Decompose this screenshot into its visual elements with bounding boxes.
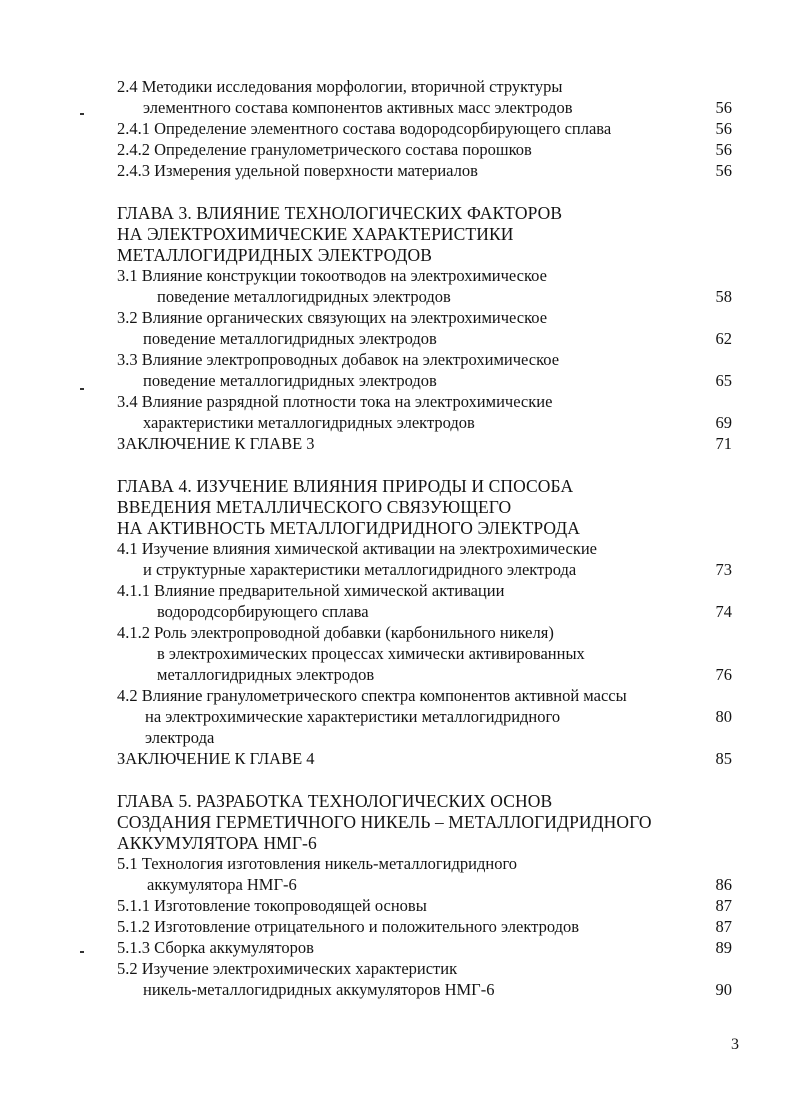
toc-entry-4-1-2-cont: металлогидридных электродов 76 [157, 665, 732, 684]
toc-entry-4-1: 4.1 Изучение влияния химической активации на электрохимические [117, 539, 597, 558]
chapter-4-heading-cont: ВВЕДЕНИЯ МЕТАЛЛИЧЕСКОГО СВЯЗУЮЩЕГО [117, 497, 512, 517]
toc-entry-4-1-2-cont: в электрохимических процессах химически активированных [157, 644, 585, 663]
toc-entry-2-4-3: 2.4.3 Измерения удельной поверхности материалов 56 [117, 161, 732, 180]
toc-entry-4-1-2: 4.1.2 Роль электропроводной добавки (карбонильного никеля) [117, 623, 554, 642]
chapter-4-heading: ГЛАВА 4. ИЗУЧЕНИЕ ВЛИЯНИЯ ПРИРОДЫ И СПОСОБА [117, 476, 574, 496]
toc-entry-5-2: 5.2 Изучение электрохимических характеристик [117, 959, 458, 978]
toc-entry-4-1-cont: и структурные характеристики металлогидридного электрода 73 [143, 560, 732, 579]
toc-entry-4-1-1-cont: водородсорбирующего сплава 74 [157, 602, 732, 621]
toc-conclusion-4: ЗАКЛЮЧЕНИЕ К ГЛАВЕ 4 85 [117, 749, 732, 768]
toc-entry-2-4-2: 2.4.2 Определение гранулометрического состава порошков 56 [117, 140, 732, 159]
toc-entry-4-1-1: 4.1.1 Влияние предварительной химической активации [117, 581, 505, 600]
page-ref: 90 [715, 980, 732, 999]
chapter-5-heading-cont: СОЗДАНИЯ ГЕРМЕТИЧНОГО НИКЕЛЬ – МЕТАЛЛОГИДРИДНОГО [117, 812, 652, 832]
page-ref: 87 [715, 896, 732, 915]
page-ref: 89 [715, 938, 732, 957]
page-ref: 65 [715, 371, 732, 390]
page-ref: 69 [715, 413, 732, 432]
toc-entry-5-1-cont: аккумулятора НМГ-6 86 [147, 875, 732, 894]
toc-entry-4-2-cont: на электрохимические характеристики металлогидридного 80 [145, 707, 732, 726]
toc-entry-3-3: 3.3 Влияние электропроводных добавок на электрохимическое [117, 350, 560, 369]
page-ref: 58 [715, 287, 732, 306]
chapter-3-heading: ГЛАВА 3. ВЛИЯНИЕ ТЕХНОЛОГИЧЕСКИХ ФАКТОРОВ [117, 203, 563, 223]
toc-entry-3-1-cont: поведение металлогидридных электродов 58 [157, 287, 732, 306]
toc-entry-3-4: 3.4 Влияние разрядной плотности тока на электрохимические [117, 392, 553, 411]
page-ref: 56 [715, 140, 732, 159]
toc-entry-3-1: 3.1 Влияние конструкции токоотводов на электрохимическое [117, 266, 547, 285]
page-ref: 80 [715, 707, 732, 726]
page-ref: 56 [715, 119, 732, 138]
chapter-3-heading-cont: МЕТАЛЛОГИДРИДНЫХ ЭЛЕКТРОДОВ [117, 245, 433, 265]
page-ref: 74 [715, 602, 732, 621]
margin-mark [80, 113, 84, 115]
margin-mark [80, 951, 84, 953]
toc-entry-2-4-1: 2.4.1 Определение элементного состава водородсорбирующего сплава 56 [117, 119, 732, 138]
toc-entry-5-1-3: 5.1.3 Сборка аккумуляторов 89 [117, 938, 732, 957]
page-ref: 76 [715, 665, 732, 684]
toc-entry-3-3-cont: поведение металлогидридных электродов 65 [143, 371, 732, 390]
page-ref: 73 [715, 560, 732, 579]
toc-entry-3-2-cont: поведение металлогидридных электродов 62 [143, 329, 732, 348]
chapter-4-heading-cont: НА АКТИВНОСТЬ МЕТАЛЛОГИДРИДНОГО ЭЛЕКТРОДА [117, 518, 581, 538]
chapter-5-heading: ГЛАВА 5. РАЗРАБОТКА ТЕХНОЛОГИЧЕСКИХ ОСНОВ [117, 791, 553, 811]
chapter-3-heading-cont: НА ЭЛЕКТРОХИМИЧЕСКИЕ ХАРАКТЕРИСТИКИ [117, 224, 514, 244]
page-ref: 62 [715, 329, 732, 348]
toc-entry-5-1-1: 5.1.1 Изготовление токопроводящей основы 87 [117, 896, 732, 915]
page-number: 3 [731, 1036, 739, 1053]
toc-entry-2-4-cont: элементного состава компонентов активных масс электродов 56 [143, 98, 732, 117]
page-ref: 85 [715, 749, 732, 768]
toc-entry-3-2: 3.2 Влияние органических связующих на электрохимическое [117, 308, 548, 327]
margin-mark [80, 388, 84, 390]
toc-entry-5-1-2: 5.1.2 Изготовление отрицательного и положительного электродов 87 [117, 917, 732, 936]
toc-entry-2-4: 2.4 Методики исследования морфологии, вторичной структуры [117, 77, 563, 96]
page-ref: 87 [715, 917, 732, 936]
toc-entry-3-4-cont: характеристики металлогидридных электродов 69 [143, 413, 732, 432]
toc-entry-4-2: 4.2 Влияние гранулометрического спектра компонентов активной массы [117, 686, 627, 705]
page-ref: 71 [715, 434, 732, 453]
chapter-5-heading-cont: АККУМУЛЯТОРА НМГ-6 [117, 833, 317, 853]
toc-entry-5-2-cont: никель-металлогидридных аккумуляторов НМГ-6 90 [143, 980, 732, 999]
toc-entry-5-1: 5.1 Технология изготовления никель-металлогидридного [117, 854, 518, 873]
toc-entry-4-2-cont: электрода [145, 728, 215, 747]
page-ref: 56 [715, 98, 732, 117]
toc-conclusion-3: ЗАКЛЮЧЕНИЕ К ГЛАВЕ 3 71 [117, 434, 732, 453]
page-ref: 56 [715, 161, 732, 180]
page-ref: 86 [715, 875, 732, 894]
